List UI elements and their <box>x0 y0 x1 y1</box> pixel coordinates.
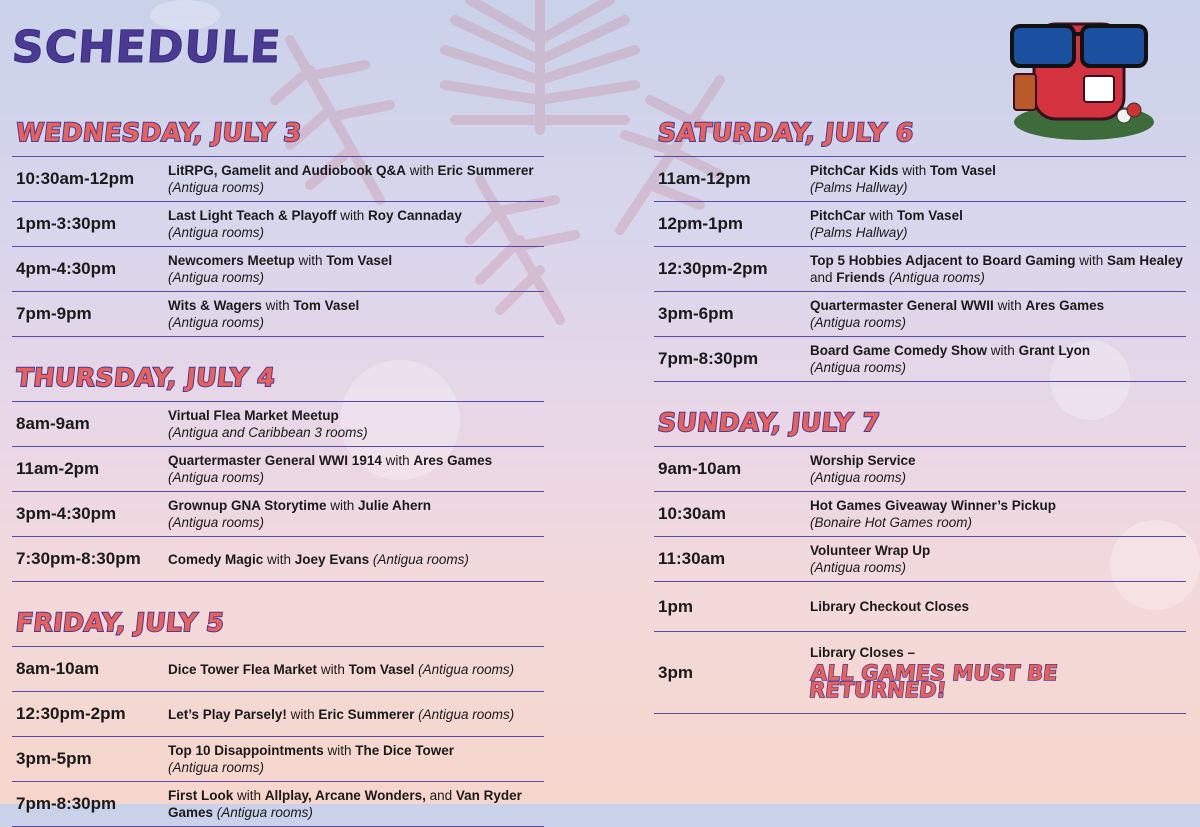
event-location: (Antigua rooms) <box>418 661 515 677</box>
event-host: Tom Vasel <box>293 298 360 313</box>
event-host: Eric Summerer <box>437 163 534 178</box>
event-location: (Antigua rooms) <box>216 805 313 820</box>
event-description <box>810 297 1186 331</box>
event-connector-text: with <box>317 661 349 677</box>
event-title: Grownup GNA Storytime <box>168 498 327 513</box>
event-location: (Antigua rooms) <box>810 360 907 375</box>
schedule-row <box>654 582 1186 632</box>
event-connector-text: and <box>425 788 456 803</box>
schedule-list <box>12 156 544 337</box>
event-connector-text: with <box>294 253 327 268</box>
event-title: PitchCar <box>810 208 866 223</box>
event-location: (Antigua rooms) <box>810 560 907 575</box>
event-host: Tom Vasel <box>897 208 963 223</box>
event-description <box>810 598 1186 615</box>
event-host: Allplay, Arcane Wonders, <box>264 788 426 803</box>
event-host: Roy Cannaday <box>368 208 462 223</box>
schedule-row <box>12 402 544 447</box>
schedule-row <box>12 292 544 337</box>
event-time: 11am-2pm <box>16 459 100 478</box>
event-time: 4pm-4:30pm <box>16 259 117 278</box>
event-description <box>168 407 544 441</box>
schedule-row <box>12 537 544 582</box>
event-host: Grant Lyon <box>1018 343 1091 358</box>
left-column <box>12 112 544 827</box>
event-title: Library Checkout Closes <box>810 599 970 614</box>
event-location: (Antigua rooms) <box>810 470 907 485</box>
event-connector-text: with <box>261 298 294 313</box>
event-connector-text: with <box>898 163 931 178</box>
event-time: 7pm-8:30pm <box>16 794 117 813</box>
schedule-row <box>654 337 1186 382</box>
event-location: (Antigua rooms) <box>168 515 265 530</box>
schedule-row <box>12 202 544 247</box>
schedule-row <box>654 447 1186 492</box>
event-location: (Palms Hallway) <box>810 225 908 240</box>
event-description <box>810 497 1186 531</box>
event-time: 1pm-3:30pm <box>16 214 117 233</box>
schedule-row <box>654 632 1186 714</box>
event-host: Friends <box>836 270 886 285</box>
event-host: Ares Games <box>1025 298 1105 313</box>
schedule-row <box>12 247 544 292</box>
event-location: (Antigua rooms) <box>168 315 265 330</box>
event-title: Last Light Teach & Playoff <box>168 208 337 223</box>
event-host: Eric Summerer <box>318 706 415 722</box>
event-description <box>168 787 544 821</box>
event-description <box>168 497 544 531</box>
event-time: 8am-10am <box>16 659 100 678</box>
event-description <box>168 252 544 286</box>
event-title: Dice Tower Flea Market <box>168 661 318 677</box>
schedule-row <box>654 292 1186 337</box>
event-title: Let’s Play Parsely! <box>168 706 287 722</box>
event-connector-text: with <box>993 298 1026 313</box>
event-description <box>168 452 544 486</box>
event-title: Library Closes – <box>810 645 916 660</box>
event-title: Top 10 Disappointments <box>168 743 324 758</box>
day-heading: WEDNESDAY, JULY 3 <box>14 118 304 147</box>
event-description <box>168 706 544 723</box>
event-host: Tom Vasel <box>930 163 996 178</box>
event-location: (Antigua rooms) <box>418 706 515 722</box>
day-heading: SATURDAY, JULY 6 <box>656 118 916 147</box>
event-time: 10:30am <box>658 504 727 523</box>
event-location: (Antigua and Caribbean 3 rooms) <box>168 425 368 440</box>
schedule-list <box>12 401 544 582</box>
event-connector-text: with <box>865 208 898 223</box>
event-title: Top 5 Hobbies Adjacent to Board Gaming <box>810 253 1076 268</box>
event-location: (Bonaire Hot Games room) <box>810 515 973 530</box>
event-description <box>168 207 544 241</box>
event-time: 3pm-6pm <box>658 304 734 323</box>
event-connector-text: with <box>336 208 369 223</box>
day-heading: FRIDAY, JULY 5 <box>14 608 226 637</box>
schedule-row <box>12 447 544 492</box>
event-location: (Antigua rooms) <box>168 270 265 285</box>
event-description <box>810 207 1186 241</box>
event-location: (Antigua rooms) <box>888 270 985 285</box>
event-connector-text: with <box>233 788 265 803</box>
event-connector-text: with <box>263 551 295 567</box>
event-time: 3pm-5pm <box>16 749 92 768</box>
day-heading: SUNDAY, JULY 7 <box>656 408 882 437</box>
event-location: (Antigua rooms) <box>168 470 265 485</box>
schedule-row <box>12 157 544 202</box>
schedule-row <box>654 157 1186 202</box>
schedule-row <box>654 537 1186 582</box>
event-title: Quartermaster General WWI 1914 <box>168 453 382 468</box>
event-title: LitRPG, Gamelit and Audiobook Q&A <box>168 163 407 178</box>
event-title: Comedy Magic <box>168 551 264 567</box>
event-connector-text: with <box>323 743 356 758</box>
event-title: Wits & Wagers <box>168 298 262 313</box>
event-title: First Look <box>168 788 234 803</box>
page-title: SCHEDULE <box>10 22 284 73</box>
event-host: Sam Healey <box>1107 253 1183 268</box>
schedule-list <box>654 156 1186 382</box>
event-time: 3pm <box>658 662 693 682</box>
event-description <box>807 644 1186 702</box>
event-host: The Dice Tower <box>355 743 455 758</box>
schedule-row <box>654 202 1186 247</box>
event-title: Board Game Comedy Show <box>810 343 988 358</box>
event-location: (Antigua rooms) <box>168 760 265 775</box>
day-section-thursday <box>12 361 544 582</box>
event-description <box>810 162 1186 196</box>
event-description <box>810 452 1186 486</box>
return-notice: ALL GAMES MUST BE RETURNED! <box>807 661 1059 702</box>
schedule-row <box>654 492 1186 537</box>
event-location: (Palms Hallway) <box>810 180 908 195</box>
event-host: Ares Games <box>413 453 493 468</box>
event-title: Worship Service <box>810 453 916 468</box>
event-time: 7pm-9pm <box>16 304 92 323</box>
event-time: 8am-9am <box>16 414 90 433</box>
event-host: Tom Vasel <box>326 253 393 268</box>
event-location: (Antigua rooms) <box>168 225 265 240</box>
event-description <box>168 551 544 568</box>
event-title: PitchCar Kids <box>810 163 899 178</box>
event-connector-text: with <box>381 453 414 468</box>
event-description <box>168 661 544 678</box>
event-time: 12:30pm-2pm <box>658 259 768 278</box>
schedule-row <box>12 782 544 827</box>
day-heading: THURSDAY, JULY 4 <box>14 363 277 392</box>
event-description <box>810 342 1186 376</box>
event-title: Newcomers Meetup <box>168 253 295 268</box>
day-section-friday <box>12 606 544 827</box>
day-section-saturday <box>654 116 1186 382</box>
schedule-row <box>12 647 544 692</box>
schedule-row <box>12 492 544 537</box>
event-host: Tom Vasel <box>348 661 415 677</box>
schedule-row <box>12 737 544 782</box>
event-time: 9am-10am <box>658 459 742 478</box>
event-description <box>168 162 544 196</box>
event-title: Volunteer Wrap Up <box>810 543 931 558</box>
event-connector-text: with <box>286 706 319 722</box>
schedule-row <box>12 692 544 737</box>
event-description <box>810 542 1186 576</box>
event-time: 12:30pm-2pm <box>16 704 126 723</box>
event-time: 3pm-4:30pm <box>16 504 117 523</box>
event-location: (Antigua rooms) <box>168 180 265 195</box>
event-description <box>810 252 1186 286</box>
event-description <box>168 297 544 331</box>
event-connector-text: with <box>406 163 438 178</box>
right-column <box>654 112 1186 714</box>
schedule-list <box>654 446 1186 714</box>
event-time: 1pm <box>658 596 693 616</box>
event-title: Hot Games Giveaway Winner’s Pickup <box>810 498 1056 513</box>
event-connector-text: with <box>326 498 359 513</box>
event-time: 10:30am-12pm <box>16 169 135 188</box>
event-time: 12pm-1pm <box>658 214 744 233</box>
event-location: (Antigua rooms) <box>810 315 907 330</box>
day-section-wednesday <box>12 116 544 337</box>
event-connector-text: with <box>1075 253 1108 268</box>
event-time: 11am-12pm <box>658 169 751 188</box>
event-host: Van Ryder Games <box>168 788 522 820</box>
event-time: 7pm-8:30pm <box>658 349 759 368</box>
event-title: Virtual Flea Market Meetup <box>168 408 339 423</box>
event-host: Julie Ahern <box>358 498 432 513</box>
event-connector-text: and <box>810 270 837 285</box>
schedule-row <box>654 247 1186 292</box>
event-host: Joey Evans <box>294 551 370 567</box>
event-title: Quartermaster General WWII <box>810 298 994 313</box>
event-time: 7:30pm-8:30pm <box>16 549 141 568</box>
schedule-list <box>12 646 544 827</box>
event-description <box>168 742 544 776</box>
event-time: 11:30am <box>658 549 726 568</box>
event-location: (Antigua rooms) <box>372 551 469 567</box>
event-connector-text: with <box>987 343 1019 358</box>
day-section-sunday <box>654 406 1186 714</box>
